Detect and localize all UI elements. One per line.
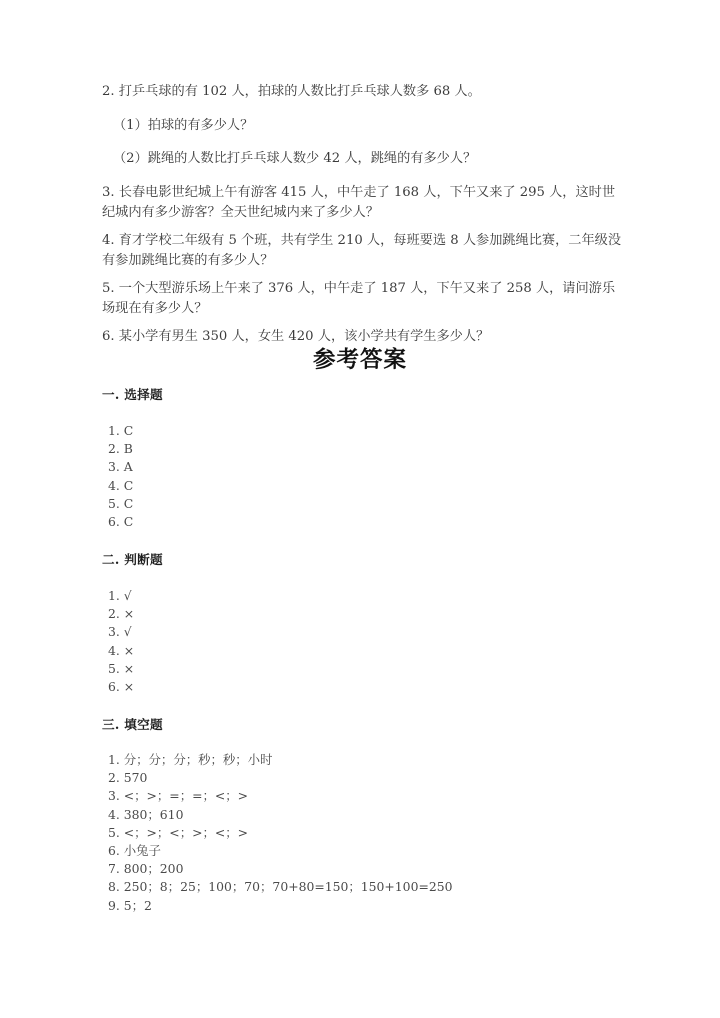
answer-item: 3. √	[108, 624, 132, 640]
problem-item-2-sub-1: （1）拍球的有多少人？	[113, 118, 254, 133]
answer-item: 4. C	[108, 477, 134, 493]
answer-item: 7. 800；200	[108, 861, 184, 877]
problem-list	[102, 82, 622, 347]
problem-item-6: 6. 某小学有男生 350 人，女生 420 人，该小学共有学生多少人？	[102, 329, 490, 344]
section-title-fill: 三. 填空题	[102, 717, 163, 732]
answer-list-choice	[102, 422, 642, 531]
answer-item: 3. A	[108, 459, 133, 475]
problem-item-2-sub-2: （2）跳绳的人数比打乒乓球人数少 42 人，跳绳的有多少人？	[113, 151, 477, 166]
answer-list-judge	[102, 587, 642, 696]
answer-item: 6. ×	[108, 679, 135, 695]
section-title-choice: 一. 选择题	[102, 387, 163, 402]
answer-item: 4. ×	[108, 642, 135, 658]
answer-item: 4. 380；610	[108, 806, 184, 822]
answers-heading: 参考答案	[312, 347, 407, 373]
answer-section-choice	[102, 386, 642, 531]
problem-item-5: 5. 一个大型游乐场上午来了 376 人，中午走了 187 人，下午又来了 258 人，请问游乐场现在有多少人？	[102, 281, 616, 316]
answer-item: 6. C	[108, 514, 134, 530]
problem-item-4: 4. 育才学校二年级有 5 个班，共有学生 210 人，每班要选 8 人参加跳绳比赛，二年级没有参加跳绳比赛的有多少人？	[102, 233, 622, 268]
answer-section-fill	[102, 716, 642, 915]
answer-item: 3. <；>；=；=；<；>	[108, 788, 249, 804]
answer-item: 1. C	[108, 423, 134, 438]
answer-item: 5. ×	[108, 660, 135, 676]
answer-list-fill	[102, 751, 642, 915]
answer-item: 2. ×	[108, 606, 135, 622]
section-title-judge: 二. 判断题	[102, 552, 163, 567]
answer-item: 6. 小兔子	[108, 843, 161, 859]
answer-section-judge	[102, 551, 642, 696]
answer-item: 2. 570	[108, 770, 148, 786]
answer-item: 5. <；>；<；>；<；>	[108, 824, 249, 840]
answer-item: 2. B	[108, 441, 133, 457]
answer-item: 1. 分；分；分；秒；秒；小时	[108, 752, 273, 767]
problem-item-3: 3. 长春电影世纪城上午有游客 415 人，中午走了 168 人，下午又来了 295 人，这时世纪城内有多少游客？全天世纪城内来了多少人？	[102, 185, 616, 220]
answer-item: 9. 5；2	[108, 897, 152, 913]
problem-item-2: 2. 打乒乓球的有 102 人，拍球的人数比打乒乓球人数多 68 人。	[102, 84, 481, 99]
answer-item: 1. √	[108, 588, 132, 603]
answer-item: 8. 250；8；25；100；70；70+80=150；150+100=250	[108, 879, 453, 895]
answer-item: 5. C	[108, 495, 134, 511]
